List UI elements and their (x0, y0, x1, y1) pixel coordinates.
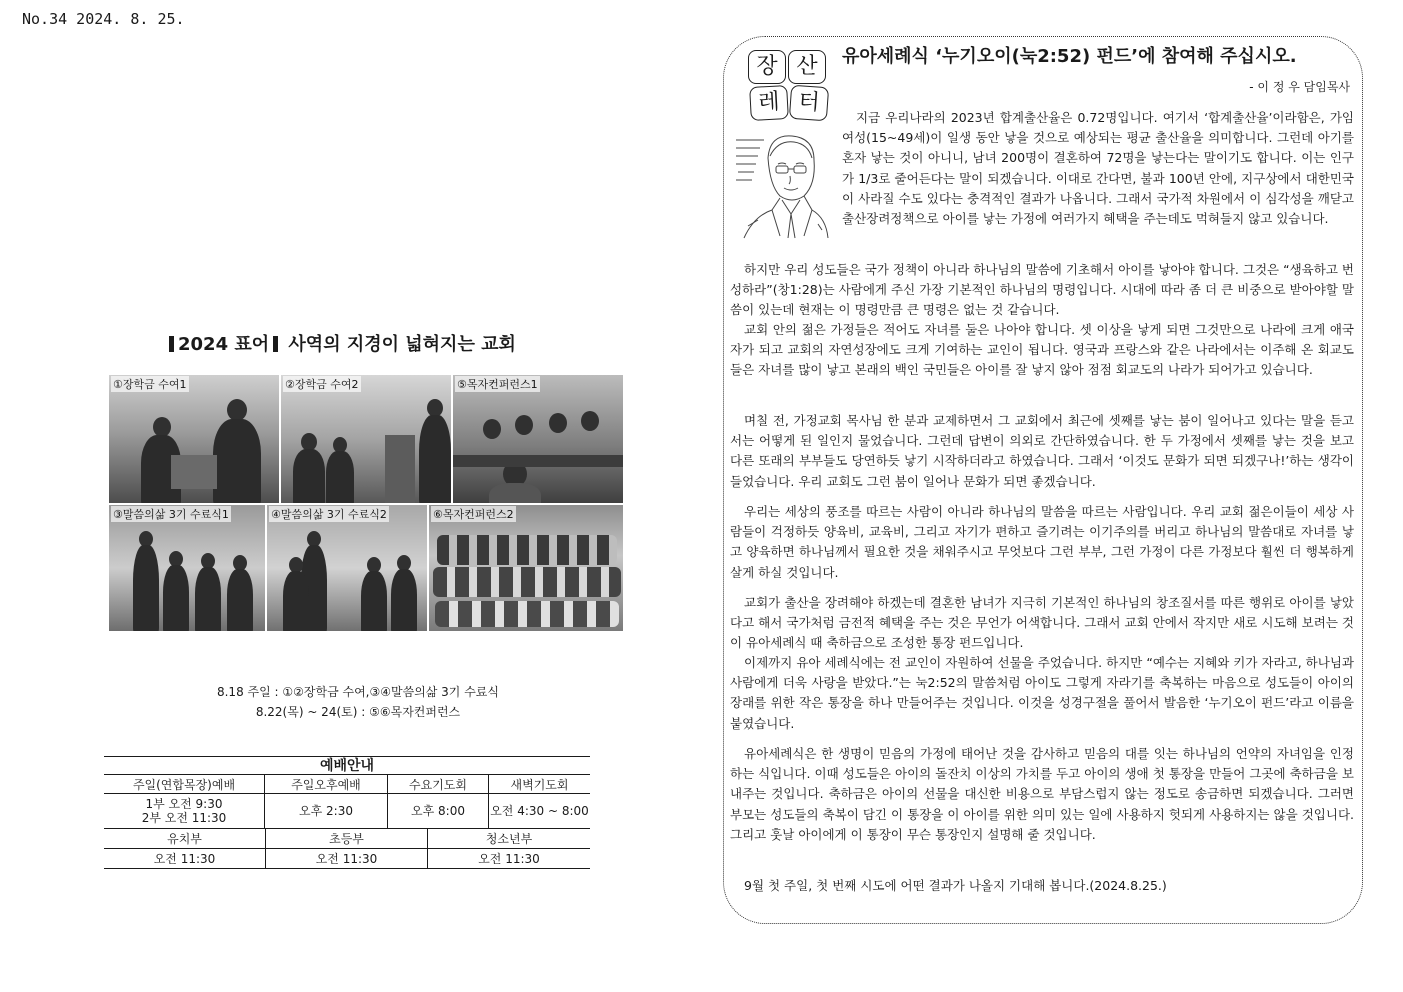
table-header-row (104, 775, 590, 794)
worship-schedule-table (104, 756, 590, 869)
letter-paragraph: 하지만 우리 성도들은 국가 정책이 아니라 하나님의 말씀에 기초해서 아이를 낳아야 합니다. 그것은 “생육하고 번성하라”(창1:28)는 사람에게 주신 가장 기본적인 하나님의 명령입니다. 시대에 따라 좀 더 큰 비중으로 받아야할 말씀이 있는데 현재는 이 명령만큼 큰 명령은 없는 것 같습니다. (730, 262, 1354, 318)
dawn-prayer-time: 오전 4:30 ~ 8:00 (490, 804, 589, 818)
photo-note-line2: 8.22(목) ~ 24(토) : ⑤⑥목자컨퍼런스 (255, 705, 461, 719)
sunday-first-service: 1부 오전 9:30 (145, 797, 223, 811)
header-cell: 수요기도회 (388, 775, 489, 793)
dept-time: 오전 11:30 (478, 852, 540, 866)
photo-pastor-conference-1 (452, 374, 624, 504)
bar-mark (273, 336, 278, 352)
photo-word-life-1 (108, 504, 266, 632)
header-cell: 주일오후예배 (265, 775, 388, 793)
photo-scholarship-1 (108, 374, 280, 504)
photo-caption: ②장학금 수여2 (285, 378, 359, 391)
badge-char: 장 (748, 50, 786, 84)
table-row (104, 794, 590, 829)
sunday-second-service: 2부 오전 11:30 (141, 811, 227, 825)
bar-mark (169, 336, 174, 352)
letter-paragraph: 우리는 세상의 풍조를 따르는 사람이 아니라 하나님의 말씀을 따르는 사람입니다. 우리 교회 젊은이들이 세상 사람들이 걱정하듯 양육비, 교육비, 그리고 자기가 편하고 즐기려는 이기주의를 버리고 하나님의 말씀대로 자녀를 낳고 양육하면 하나님께서 필요한 것을 채워주시고 무엇보다 그런 부부, 그런 가정이 다른 가정보다 훨씬 더 행복하게 살게 하실 것입니다. (730, 504, 1354, 580)
header-cell: 초등부 (266, 829, 428, 848)
header-cell: 유치부 (104, 829, 266, 848)
photo-caption: ③말씀의삶 3기 수료식1 (113, 508, 229, 521)
motto-heading (165, 330, 565, 356)
badge-char: 레 (749, 85, 789, 121)
photo-grid (108, 374, 624, 632)
header-cell: 주일(연합목장)예배 (104, 775, 265, 793)
badge-char: 터 (789, 85, 829, 122)
letter-paragraph: 며칠 전, 가정교회 목사님 한 분과 교제하면서 그 교회에서 최근에 셋째를 낳는 붐이 일어나고 있다는 말을 듣고서는 어떻게 된 일인지 물었습니다. 그런데 답변이 의외로 간단하였습니다. 한 두 가정에서 셋째를 낳는 것을 보고 다른 또래의 부부들도 당연하듯 낳기 시작하더라고 하였습니다. 그래서 ‘이것도 문화가 되면 되겠구나!’하는 생각이 들었습니다. 우리 교회도 그런 붐이 일어나 문화가 되면 좋겠습니다. (730, 413, 1354, 489)
dept-time: 오전 11:30 (266, 849, 428, 868)
issue-number: No.34 2024. 8. 25. (22, 10, 185, 28)
motto-year: 2024 표어 (178, 334, 270, 355)
letter-paragraph: 교회 안의 젊은 가정들은 적어도 자녀를 둘은 나아야 합니다. 셋 이상을 낳게 되면 그것만으로 나라에 크게 애국자가 되고 교회의 자연성장에도 크게 기여하는 교인이 됩니다. 영국과 프랑스와 같은 나라에서는 이주해 온 회교도들은 자녀를 많이 낳고 본래의 백인 국민들은 아이를 잘 낳지 않아 점점 회교도의 나라가 되어가고 있습니다. (730, 322, 1354, 378)
photo-pastor-conference-2 (428, 504, 624, 632)
table-row (104, 849, 590, 869)
column-badge (748, 50, 830, 122)
photo-scholarship-2 (280, 374, 452, 504)
photo-note-line1: 8.18 주일 : ①②장학금 수여,③④말씀의삶 3기 수료식 (216, 685, 499, 699)
photo-caption: ⑥목자컨퍼런스2 (433, 508, 514, 521)
letter-paragraph: 유아세례식은 한 생명이 믿음의 가정에 태어난 것을 감사하고 믿음의 대를 잇는 하나님의 언약의 자녀임을 인정하는 식입니다. 이때 성도들은 아이의 돌잔치 이상의 가치를 두고 아이의 생애 첫 통장을 만들어 그곳에 축하금을 보내주는 것입니다. 축하금은 아이의 선물을 대신한 비용으로 부담스럽지 않는 정도로 송금하면 되겠습니다. 그러면 부모는 성도들의 축복이 담긴 이 통장을 이 아이를 위한 의미 있는 일에 사용하지 헛되게 사용하지는 않을 것입니다. 그리고 훗날 아이에게 이 통장이 무슨 통장인지 설명해 줄 것입니다. (730, 746, 1354, 842)
table-header-row (104, 829, 590, 849)
letter-title: 유아세례식 ‘누기오이(눅2:52) 펀드’에 참여해 주십시오. (842, 46, 1297, 67)
header-cell: 청소년부 (485, 832, 533, 846)
sunday-service-times (104, 794, 265, 828)
dept-time: 오전 11:30 (104, 849, 266, 868)
letter-paragraph: 이제까지 유아 세례식에는 전 교인이 자원하여 선물을 주었습니다. 하지만 “예수는 지혜와 키가 자라고, 하나님과 사람에게 더욱 사랑을 받았다.”는 눅2:52의 말씀처럼 아이도 그렇게 자라기를 축복하는 마음으로 성도들이 아이의 장래를 위한 작은 통장을 하나 만들어주는 것입니다. 이것을 성경구절을 풀어서 발음한 ‘누기오이 펀드’라고 이름을 붙였습니다. (730, 655, 1354, 731)
header-cell: 새벽기도회 (510, 777, 569, 792)
worship-title: 예배안내 (104, 756, 590, 775)
letter-author: - 이 정 우 담임목사 (1249, 80, 1350, 94)
photo-caption: ①장학금 수여1 (113, 378, 187, 391)
wednesday-prayer-time: 오후 8:00 (388, 794, 489, 828)
letter-intro-paragraph: 지금 우리나라의 2023년 합계출산율은 0.72명입니다. 여기서 ‘합계출산율’이라함은, 가임여성(15~49세)이 일생 동안 낳을 것으로 예상되는 평균 출산율을 의미합니다. 그런데 아기를 혼자 낳는 것이 아니니, 남녀 200명이 결혼하여 72명을 낳는다는 말이기도 합니다. 이는 인구가 1/3로 줄어든다는 말이 되겠습니다. 이대로 간다면, 불과 100년 안에, 지구상에서 대한민국이 사라질 수도 있다는 충격적인 결과가 나옵니다. 그래서 국가적 차원에서 이 심각성을 깨닫고 출산장려정책으로 아이를 낳는 가정에 여러가지 혜택을 주는데도 먹혀들지 않고 있습니다. (842, 110, 1354, 227)
badge-char: 산 (788, 50, 826, 84)
motto-text: 사역의 지경이 넓혀지는 교회 (288, 334, 516, 355)
letter-paragraph: 9월 첫 주일, 첫 번째 시도에 어떤 결과가 나올지 기대해 봅니다.(2024.8.25.) (744, 878, 1167, 893)
photo-caption: ⑤목자컨퍼런스1 (457, 378, 538, 391)
letter-paragraph: 교회가 출산을 장려해야 하겠는데 결혼한 남녀가 지극히 기본적인 하나님의 창조질서를 따른 행위로 아이를 낳았다고 해서 국가처럼 금전적 혜택을 주는 것은 무언가 어색합니다. 그래서 교회 안에서 작지만 새로 시도해 보려는 것이 유아세례식 때 축하금으로 조성한 통장 펀드입니다. (730, 595, 1354, 651)
pastor-portrait-sketch (734, 130, 830, 240)
afternoon-service-time: 오후 2:30 (265, 794, 388, 828)
photo-caption: ④말씀의삶 3기 수료식2 (271, 508, 387, 521)
photo-word-life-2 (266, 504, 428, 632)
